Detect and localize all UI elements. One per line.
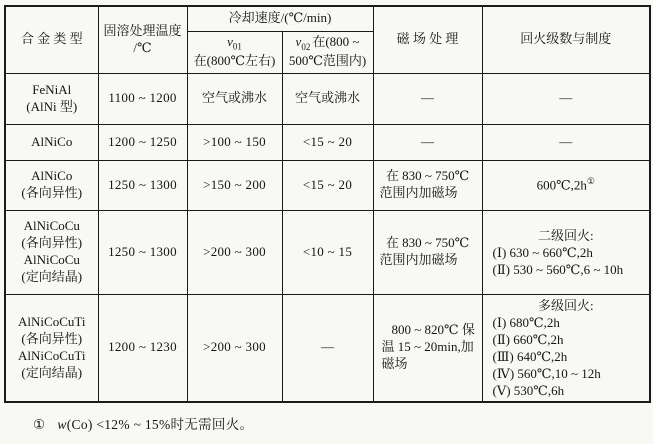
alloy-cell xyxy=(5,73,98,124)
table-row xyxy=(5,210,650,294)
header-v01-symbol xyxy=(190,34,280,53)
magnetic-line: 磁场 xyxy=(381,356,408,372)
v02-cell: <15 ~ 20 xyxy=(282,160,373,210)
tempering-step: (Ⅱ) 660℃,2h xyxy=(492,331,564,347)
table-row xyxy=(5,160,650,210)
footnote-symbol: w xyxy=(57,417,67,432)
alloy-cell xyxy=(5,294,98,402)
v02-cell: 空气或沸水 xyxy=(282,73,373,124)
table-row xyxy=(5,73,650,124)
v02-cell: <15 ~ 20 xyxy=(282,124,373,160)
v02-sub: 02 xyxy=(301,41,311,52)
v02-cell: — xyxy=(282,294,373,402)
tempering-cell xyxy=(482,294,650,402)
footnote xyxy=(33,413,253,433)
magnetic-cell xyxy=(373,210,482,294)
tempering-text: 600℃,2h xyxy=(536,177,587,193)
magnetic-line: 在 830 ~ 750℃ xyxy=(385,235,470,251)
magnetic-line: 在 830 ~ 750℃ xyxy=(385,168,470,184)
alloy-variant: (各向异性) xyxy=(21,330,83,346)
header-solution-temp xyxy=(98,6,187,73)
alloy-cell xyxy=(5,160,98,210)
alloy-name: AlNiCoCuTi xyxy=(18,313,86,329)
tempering-title: 二级回火: xyxy=(537,227,594,243)
header-solution-temp-line1: 固溶处理温度 xyxy=(103,22,182,38)
magnetic-cell: — xyxy=(373,124,482,160)
tempering-schedule xyxy=(485,297,648,399)
magnetic-cell: — xyxy=(373,73,482,124)
tempering-step: (Ⅲ) 640℃,2h xyxy=(492,348,568,364)
header-row-1 xyxy=(5,6,650,31)
header-alloy-type: 合 金 类 型 xyxy=(5,6,98,73)
v02-cell: <10 ~ 15 xyxy=(282,210,373,294)
header-magnetic: 磁 场 处 理 xyxy=(373,6,482,73)
alloy-name: AlNiCoCu xyxy=(23,218,80,234)
footnote-text: (Co) <12% ~ 15%时无需回火。 xyxy=(66,417,254,432)
v01-cell: >150 ~ 200 xyxy=(187,160,282,210)
table-row xyxy=(5,294,650,402)
magnetic-cell xyxy=(373,160,482,210)
magnetic-line: 800 ~ 820℃ 保 xyxy=(391,322,475,338)
v01-sub: 01 xyxy=(232,41,242,52)
alloy-variant: (定向结晶) xyxy=(21,364,83,380)
magnetic-line: 范围内加磁场 xyxy=(379,252,458,267)
alloy-variant: (AlNi 型) xyxy=(26,98,78,114)
header-solution-temp-line2: /℃ xyxy=(133,39,152,55)
solution-temp-cell: 1250 ~ 1300 xyxy=(98,160,187,210)
alloy-variant: (各向异性) xyxy=(21,185,83,200)
magnetic-cell xyxy=(373,294,482,402)
v01-var: v xyxy=(227,33,233,49)
alloy-name: FeNiAl xyxy=(32,81,72,97)
alloy-variant: (各向异性) xyxy=(21,235,83,251)
tempering-step: (Ⅱ) 530 ~ 560℃,6 ~ 10h xyxy=(492,261,624,277)
solution-temp-cell: 1100 ~ 1200 xyxy=(98,73,187,124)
v02-var: v xyxy=(295,33,302,49)
header-v02-line2: 500℃范围内) xyxy=(288,53,367,69)
solution-temp-cell: 1200 ~ 1250 xyxy=(98,124,187,160)
footnote-ref: ① xyxy=(586,175,595,186)
magnetic-line: 温 15 ~ 20min,加 xyxy=(381,339,474,355)
v01-cell: 空气或沸水 xyxy=(187,73,282,124)
v01-cell: >200 ~ 300 xyxy=(187,210,282,294)
table-row xyxy=(5,124,650,160)
tempering-title: 多级回火: xyxy=(537,297,594,313)
tempering-step: (Ⅰ) 680℃,2h xyxy=(492,314,560,330)
tempering-step: (Ⅴ) 530℃,6h xyxy=(492,382,565,398)
footnote-marker: ① xyxy=(33,417,46,432)
alloy-cell xyxy=(5,210,98,294)
solution-temp-cell: 1250 ~ 1300 xyxy=(98,210,187,294)
v01-cell: >200 ~ 300 xyxy=(187,294,282,402)
v01-cell: >100 ~ 150 xyxy=(187,124,282,160)
header-cooling-group: 冷却速度/(℃/min) xyxy=(187,6,373,31)
heat-treatment-table xyxy=(4,5,651,403)
tempering-cell: — xyxy=(482,73,650,124)
v02-range-start: 在(800 ~ xyxy=(312,33,360,49)
alloy-variant: (定向结晶) xyxy=(21,268,83,284)
magnetic-line: 范围内加磁场 xyxy=(379,185,458,200)
solution-temp-cell: 1200 ~ 1230 xyxy=(98,294,187,402)
header-v02-line1 xyxy=(285,34,371,53)
header-v01-line2: 在(800℃左右) xyxy=(193,53,276,69)
tempering-cell xyxy=(482,210,650,294)
tempering-step: (Ⅳ) 560℃,10 ~ 12h xyxy=(492,365,601,381)
tempering-schedule xyxy=(485,227,648,278)
tempering-cell: — xyxy=(482,124,650,160)
tempering-cell xyxy=(482,160,650,210)
alloy-name: AlNiCoCu xyxy=(23,252,80,267)
alloy-name: AlNiCoCuTi xyxy=(18,347,86,363)
alloy-cell: AlNiCo xyxy=(5,124,98,160)
tempering-step: (Ⅰ) 630 ~ 660℃,2h xyxy=(492,244,593,260)
alloy-name: AlNiCo xyxy=(31,168,73,184)
header-tempering: 回火级数与制度 xyxy=(482,6,650,73)
header-v01 xyxy=(187,31,282,73)
header-v02 xyxy=(282,31,373,73)
